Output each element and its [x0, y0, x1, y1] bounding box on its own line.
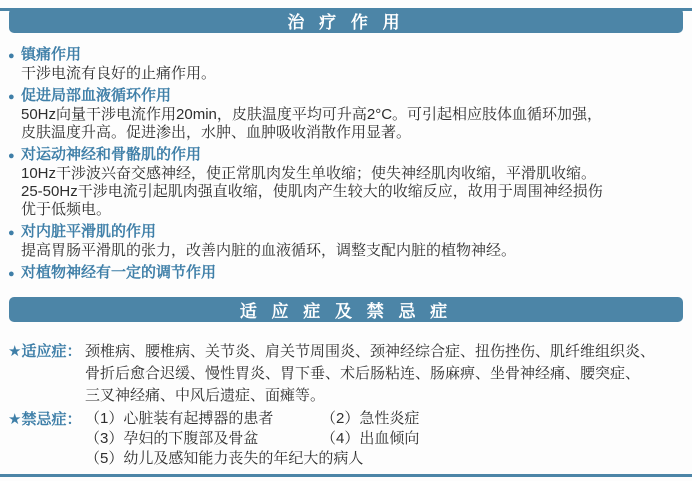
indications-line: 三叉神经痛、中风后遗症、面瘫等。 [85, 387, 326, 404]
contraindications-list [85, 409, 419, 469]
item-body-line: 干涉电流有良好的止痛作用。 [21, 65, 217, 82]
item-body-line: 50Hz向量干涉电流作用20min，皮肤温度平均可升高2°C。可引起相应肢体血循环加强， [21, 106, 603, 123]
indications-text [85, 341, 655, 407]
item-heading: 镇痛作用 [21, 46, 82, 63]
item-heading-row [8, 223, 682, 242]
item-body-line: 25-50Hz干涉电流引起肌肉强直收缩，使肌肉产生较大的收缩反应，故用于周围神经损伤 [21, 183, 603, 200]
item-heading: 对运动神经和骨骼肌的作用 [21, 146, 202, 163]
treatment-list [0, 33, 692, 283]
item-heading: 对内脏平滑肌的作用 [21, 223, 157, 240]
indications-row [8, 341, 684, 407]
item-heading-row [8, 146, 682, 165]
indications-line: 颈椎病、腰椎病、关节炎、肩关节周围炎、颈神经综合症、扭伤挫伤、肌纤维组织炎、 [85, 343, 656, 360]
section-header-indications [9, 297, 683, 322]
contraindications-label: ★禁忌症： [8, 411, 82, 428]
item-body [21, 242, 682, 260]
bullet-icon: ● [8, 268, 15, 280]
contraindication-item: （2）急性炎症 [321, 410, 420, 427]
item-body-line: 10Hz干涉波兴奋交感神经，使正常肌肉发生单收缩；使失神经肌肉收缩，平滑肌收缩。 [21, 165, 597, 182]
indications-line: 骨折后愈合迟缓、慢性胃炎、胃下垂、术后肠粘连、肠麻痹、坐骨神经痛、腰突症、 [85, 365, 641, 382]
bottom-divider [0, 474, 692, 477]
treatment-item-analgesia [8, 46, 682, 83]
top-divider [0, 8, 692, 11]
item-heading-row [8, 87, 682, 106]
treatment-item-motor-nerve [8, 146, 682, 219]
contraindication-item: （1）心脏装有起搏器的患者 [85, 410, 274, 427]
bullet-icon: ● [8, 91, 15, 103]
bullet-icon: ● [8, 227, 15, 239]
item-body-line: 皮肤温度升高。促进渗出，水肿、血肿吸收消散作用显著。 [21, 124, 412, 141]
bullet-icon: ● [8, 50, 15, 62]
item-body [21, 65, 682, 83]
contraindication-item: （4）出血倾向 [321, 430, 420, 447]
contraindication-item: （5）幼儿及感知能力丧失的年纪大的病人 [85, 450, 364, 467]
contraindication-item: （3）孕妇的下腹部及骨盆 [85, 430, 259, 447]
treatment-item-circulation [8, 87, 682, 142]
contraindications-row [8, 409, 684, 469]
item-heading-row [8, 264, 682, 283]
treatment-item-autonomic-nerve [8, 264, 682, 283]
item-body-line: 优于低频电。 [21, 201, 112, 218]
section-header-treatment [9, 8, 683, 33]
item-heading: 促进局部血液循环作用 [21, 87, 172, 104]
section-title-indications: 适 应 症 及 禁 忌 症 [239, 302, 453, 321]
slide [0, 8, 692, 481]
item-body [21, 165, 682, 219]
item-body [21, 106, 682, 142]
indications-block [0, 322, 692, 469]
indications-label: ★适应症： [8, 343, 82, 360]
item-body-line: 提高胃肠平滑肌的张力，改善内脏的血液循环，调整支配内脏的植物神经。 [21, 242, 517, 259]
item-heading: 对植物神经有一定的调节作用 [21, 264, 217, 281]
bullet-icon: ● [8, 150, 15, 162]
treatment-item-visceral-smooth-muscle [8, 223, 682, 260]
item-heading-row [8, 46, 682, 65]
section-title-treatment: 治 疗 作 用 [287, 13, 405, 32]
